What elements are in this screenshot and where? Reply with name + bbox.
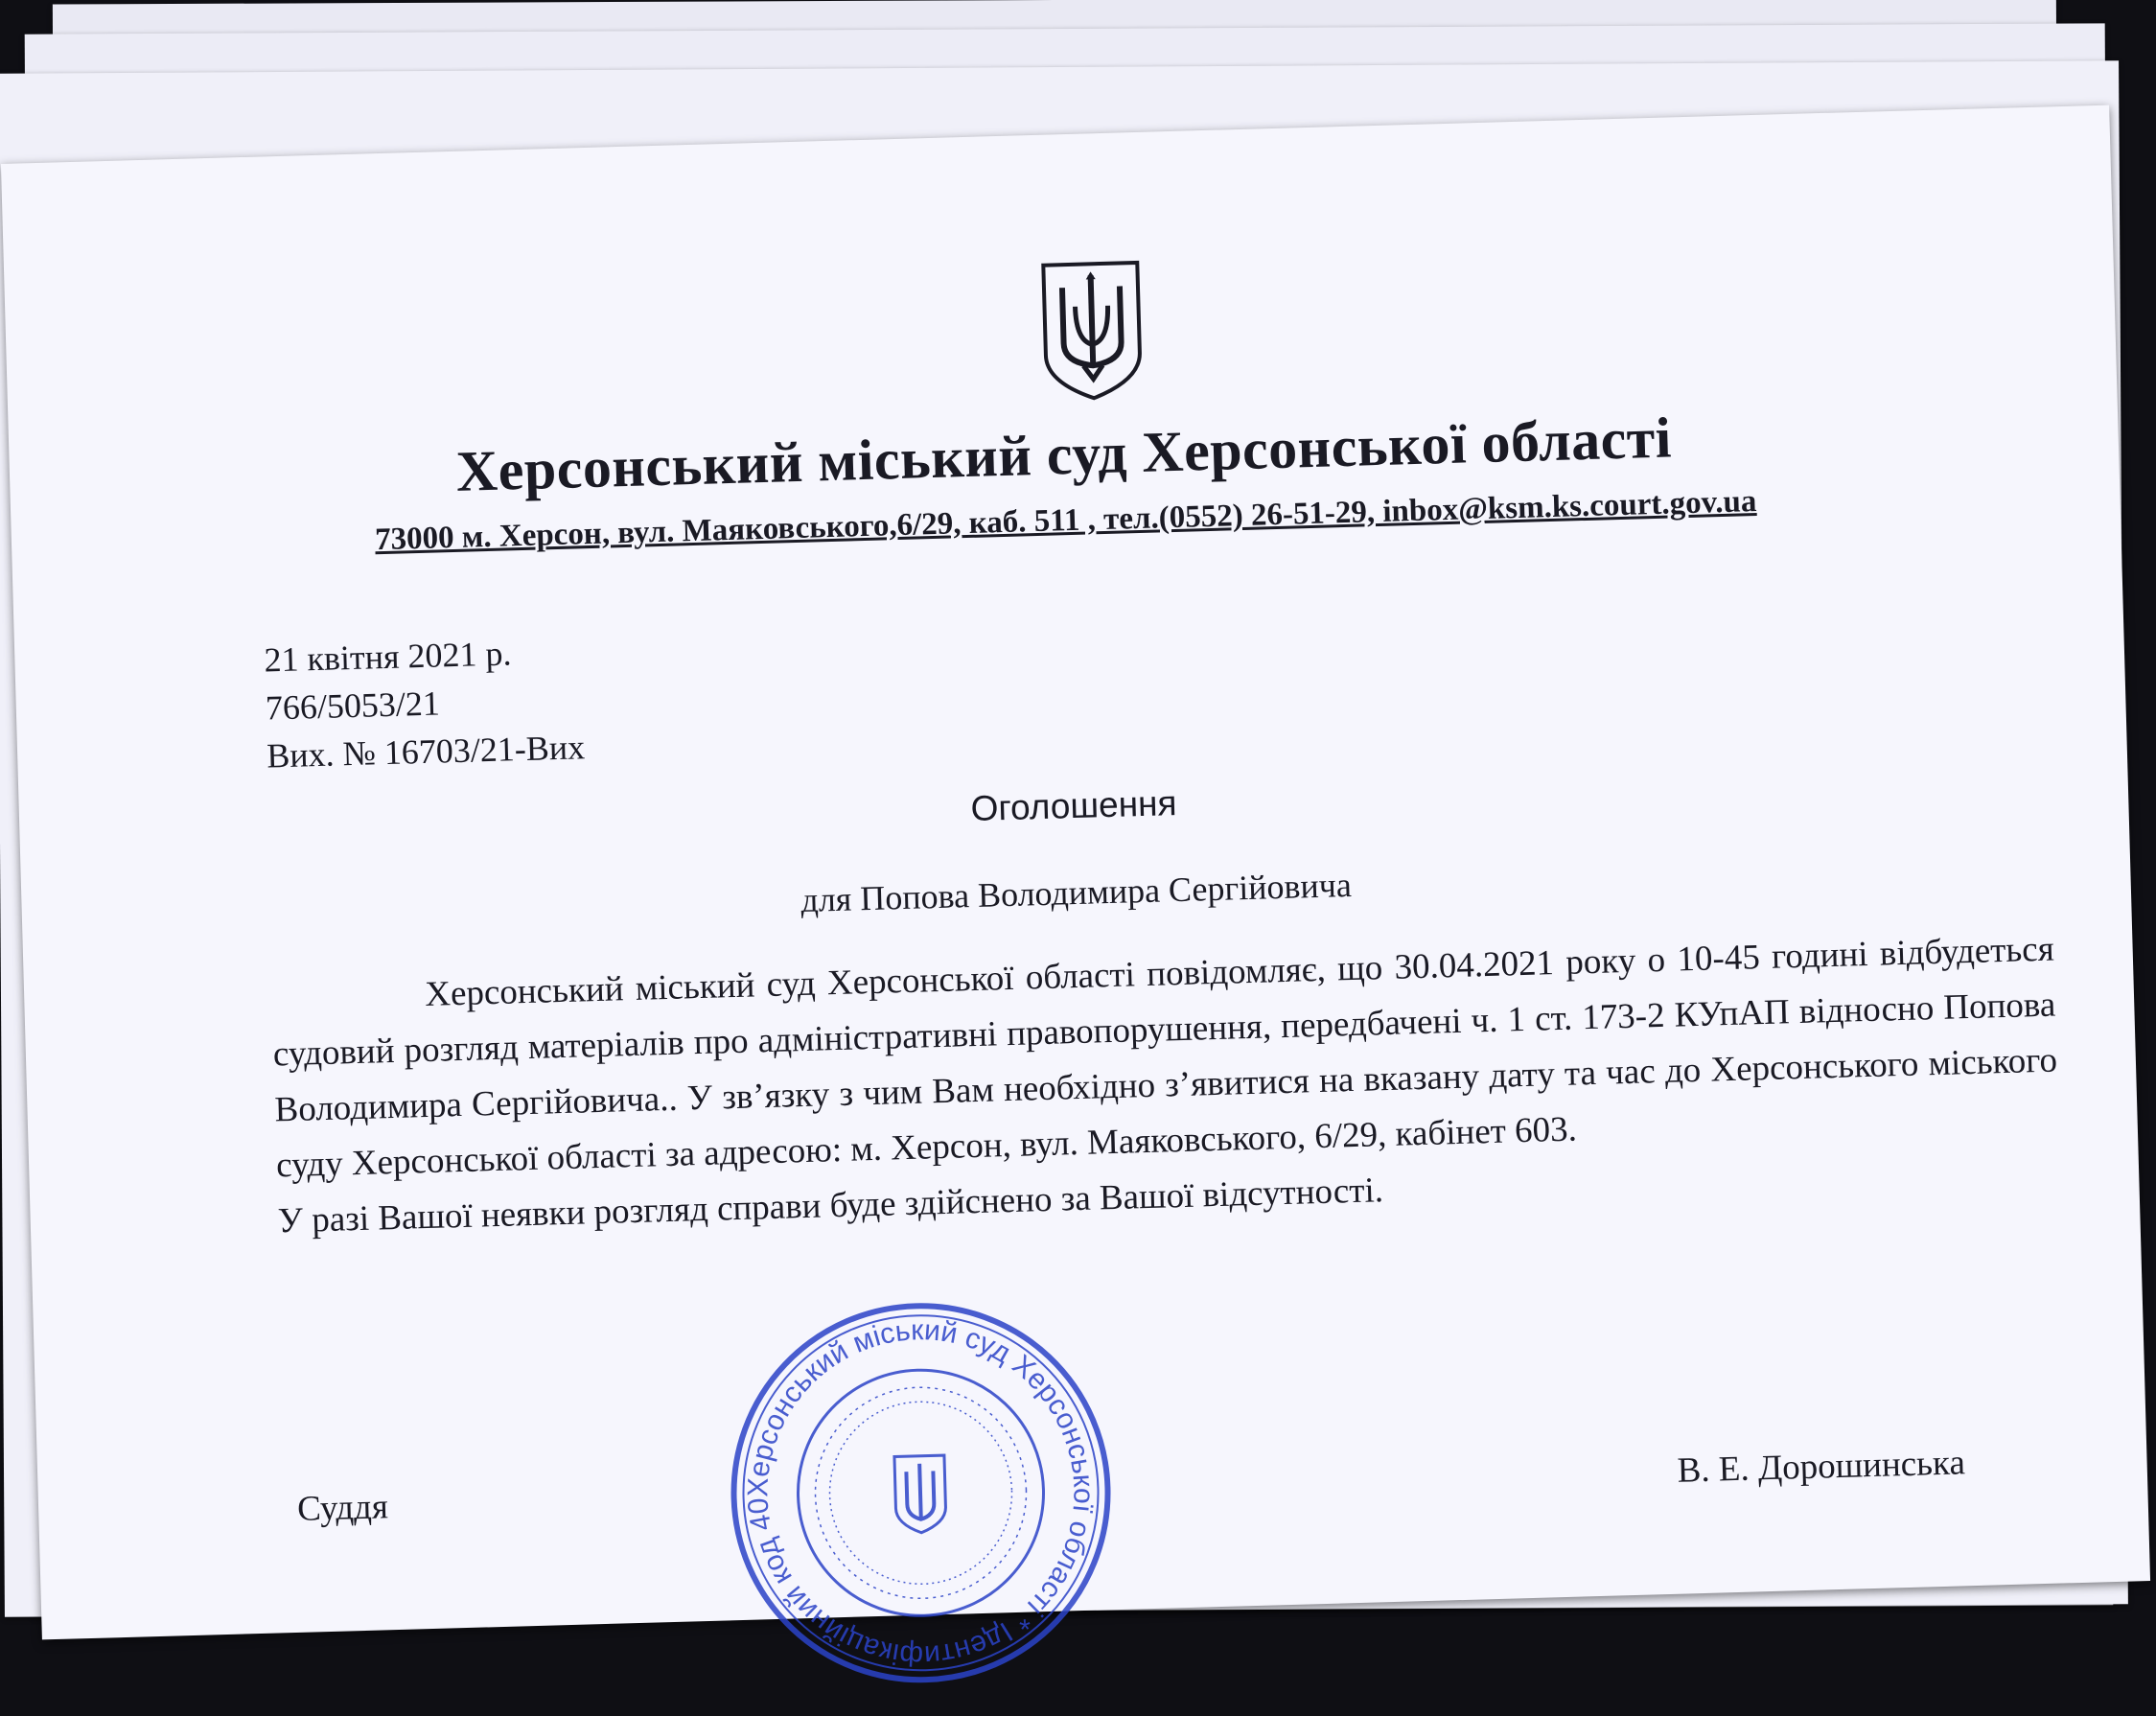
- seal-ring-text: Херсонський міський суд Херсонської області * Ідентифікаційний код 40366980 * Україна *: [721, 1293, 1100, 1672]
- judge-label: Суддя: [296, 1487, 389, 1529]
- recipient-line: для Попова Володимира Сергійовича: [800, 865, 1353, 920]
- court-notice-page: [1, 105, 2150, 1672]
- coat-of-arms-icon: [1037, 257, 1147, 404]
- court-name: Херсонський міський суд Херсонської області: [454, 406, 1673, 503]
- document-title: Оголошення: [970, 783, 1178, 829]
- notice-paragraph: У разі Вашої неявки розгляд справи буде здійснено за Вашої відсутності.: [277, 1171, 1384, 1241]
- court-address: 73000 м. Херсон, вул. Маяковського,6/29, каб. 511 , тел.(0552) 26-51-29, inbox@ksm.ks.court.gov.ua: [374, 484, 1757, 558]
- outgoing-number: Вих. № 16703/21-Вих: [266, 728, 586, 776]
- court-seal-stamp: [721, 1293, 1120, 1692]
- notice-paragraph: Херсонський міський суд Херсонської області повідомляє, що 30.04.2021 року о 10-45 годині відбудеться судовий розгляд матеріалів про адміністративні правопорушення, передбачені ч. 1 ст. 173-2 КУпАП відносно Попова Володимира Сергійовича.. У зв’язку з чим Вам необхідно з’явитися на вказану дату та час до Херсонського міського суду Херсонської області за адресою: м. Херсон, вул. Маяковського, 6/29, кабінет 603.: [272, 929, 2058, 1186]
- case-number: 766/5053/21: [265, 684, 441, 728]
- notice-body: [271, 922, 2061, 1250]
- document-date: 21 квітня 2021 р.: [263, 634, 512, 680]
- judge-name: В. Е. Дорошинська: [1677, 1443, 1966, 1491]
- document-meta: [264, 627, 586, 779]
- seal-coat-of-arms-icon: [894, 1455, 946, 1533]
